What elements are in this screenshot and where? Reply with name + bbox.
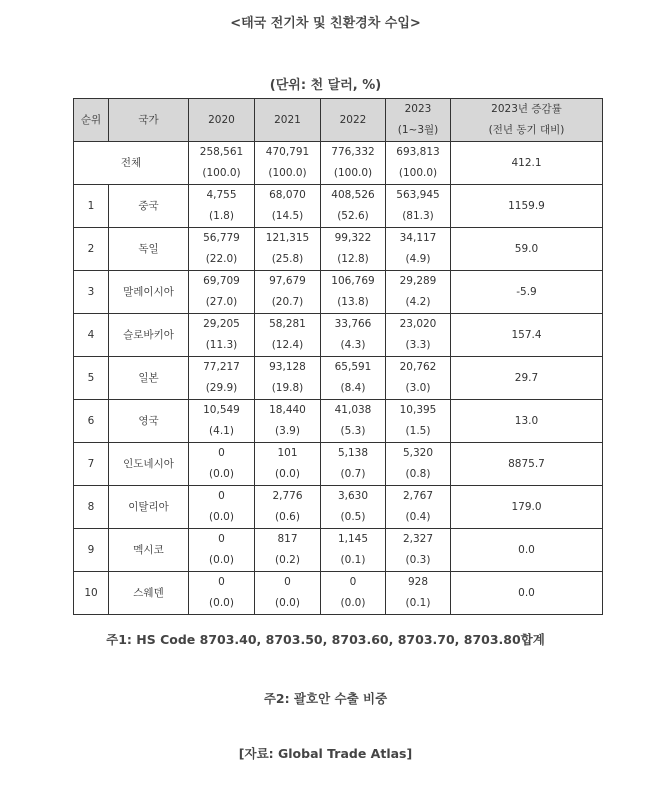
import-value: 408,526 [331,189,375,201]
import-value: 4,755 [206,189,237,201]
import-value: 5,138 [337,447,369,459]
value-cell-2023 [386,271,451,314]
import-value: 99,322 [334,232,372,244]
value-cell-2020 [189,142,255,185]
header-2023 [386,99,451,142]
value-cell-2023 [386,228,451,271]
import-share: (1.5) [405,425,431,437]
import-value: 563,945 [396,189,440,201]
value-cell-2023 [386,357,451,400]
table-row [74,228,603,271]
import-value: 93,128 [269,361,306,373]
import-value: 29,205 [203,318,240,330]
table-row [74,443,603,486]
import-share: (4.9) [405,253,431,265]
import-value: 33,766 [334,318,372,330]
country-cell: 영국 [109,400,189,443]
import-share: (29.9) [205,382,238,394]
header-growth-title: 2023년 증감률 [491,103,562,115]
page-title: <태국 전기차 및 친환경차 수입> [230,16,421,31]
import-share: (3.9) [275,425,300,437]
header-2022: 2022 [321,99,386,142]
import-value: 68,070 [269,189,306,201]
import-share: (25.8) [271,253,304,265]
header-2023-year: 2023 [404,103,432,115]
rank-cell: 6 [74,400,109,443]
country-cell: 말레이시아 [109,271,189,314]
value-cell-2020 [189,486,255,529]
import-value: 2,776 [272,490,303,502]
import-share: (0.2) [275,554,300,566]
rank-cell: 7 [74,443,109,486]
import-value: 817 [277,533,298,545]
import-share: (0.0) [209,511,234,523]
value-cell-2020 [189,228,255,271]
growth-cell: 59.0 [451,228,603,271]
note-hs-code: 주1: HS Code 8703.40, 8703.50, 8703.60, 8703.70, 8703.80합계 [106,632,545,647]
import-value: 20,762 [399,361,437,373]
growth-cell: 412.1 [451,142,603,185]
import-value: 97,679 [269,275,306,287]
import-share: (3.0) [405,382,431,394]
import-value: 258,561 [199,146,244,158]
value-cell-2022 [321,572,386,615]
value-cell-2021 [255,228,321,271]
import-share: (19.8) [271,382,304,394]
import-share: (5.3) [340,425,366,437]
import-value: 2,767 [402,490,434,502]
value-cell-2023 [386,486,451,529]
import-share: (13.8) [337,296,369,308]
source-label: [자료: Global Trade Atlas] [238,746,413,761]
value-cell-2021 [255,400,321,443]
import-value: 106,769 [331,275,375,287]
table-row [74,486,603,529]
import-value: 29,289 [399,275,437,287]
value-cell-2022 [321,529,386,572]
growth-cell: 29.7 [451,357,603,400]
import-share: (0.0) [275,597,300,609]
country-cell: 멕시코 [109,529,189,572]
header-2020: 2020 [189,99,255,142]
value-cell-2020 [189,529,255,572]
value-cell-2021 [255,142,321,185]
import-value: 0 [218,490,225,502]
import-value: 34,117 [399,232,437,244]
growth-cell: 13.0 [451,400,603,443]
import-share: (100.0) [398,167,438,179]
import-share: (8.4) [340,382,366,394]
value-cell-2021 [255,357,321,400]
value-cell-2021 [255,443,321,486]
table-row [74,400,603,443]
import-share: (4.3) [340,339,366,351]
import-value: 65,591 [334,361,372,373]
value-cell-2022 [321,185,386,228]
import-value: 470,791 [265,146,310,158]
import-share: (1.8) [209,210,234,222]
import-value: 3,630 [337,490,369,502]
import-share: (11.3) [205,339,238,351]
header-rank: 순위 [74,99,109,142]
header-growth [451,99,603,142]
import-share: (4.2) [405,296,431,308]
import-share: (0.0) [209,554,234,566]
value-cell-2020 [189,185,255,228]
value-cell-2021 [255,271,321,314]
import-table [73,98,603,615]
import-value: 10,549 [203,404,240,416]
growth-cell: 0.0 [451,529,603,572]
value-cell-2023 [386,529,451,572]
import-value: 776,332 [331,146,375,158]
value-cell-2020 [189,357,255,400]
value-cell-2023 [386,314,451,357]
value-cell-2020 [189,400,255,443]
import-share: (0.5) [340,511,366,523]
country-cell: 전체 [74,142,189,185]
unit-label: (단위: 천 달러, %) [269,78,382,93]
value-cell-2021 [255,486,321,529]
growth-cell: 1159.9 [451,185,603,228]
rank-cell: 3 [74,271,109,314]
import-value: 77,217 [203,361,240,373]
value-cell-2023 [386,572,451,615]
header-2021: 2021 [255,99,321,142]
growth-cell: -5.9 [451,271,603,314]
import-value: 5,320 [402,447,434,459]
import-share: (27.0) [205,296,238,308]
table-row [74,271,603,314]
value-cell-2022 [321,228,386,271]
import-value: 10,395 [399,404,437,416]
import-share: (0.0) [340,597,366,609]
country-cell: 슬로바키아 [109,314,189,357]
rank-cell: 5 [74,357,109,400]
header-growth-sub: (전년 동기 대비) [488,124,565,136]
import-value: 0 [218,447,225,459]
growth-cell: 0.0 [451,572,603,615]
import-share: (0.1) [340,554,366,566]
table-row [74,572,603,615]
import-share: (0.0) [275,468,300,480]
import-value: 693,813 [396,146,440,158]
rank-cell: 8 [74,486,109,529]
table-row [74,529,603,572]
value-cell-2021 [255,314,321,357]
table-row [74,185,603,228]
rank-cell: 2 [74,228,109,271]
value-cell-2022 [321,142,386,185]
value-cell-2022 [321,400,386,443]
import-share: (0.3) [405,554,431,566]
import-share: (0.7) [340,468,366,480]
value-cell-2021 [255,529,321,572]
value-cell-2021 [255,572,321,615]
import-value: 1,145 [337,533,369,545]
rank-cell: 4 [74,314,109,357]
import-share: (20.7) [271,296,304,308]
import-value: 0 [218,576,225,588]
import-share: (4.1) [209,425,234,437]
rank-cell: 1 [74,185,109,228]
growth-cell: 157.4 [451,314,603,357]
note-share: 주2: 괄호안 수출 비중 [263,691,388,706]
country-cell: 인도네시아 [109,443,189,486]
import-share: (22.0) [205,253,238,265]
header-country: 국가 [109,99,189,142]
import-value: 56,779 [203,232,240,244]
value-cell-2020 [189,443,255,486]
import-share: (81.3) [402,210,434,222]
import-share: (14.5) [271,210,304,222]
rank-cell: 10 [74,572,109,615]
value-cell-2022 [321,443,386,486]
value-cell-2023 [386,185,451,228]
import-share: (100.0) [333,167,373,179]
growth-cell: 8875.7 [451,443,603,486]
country-cell: 중국 [109,185,189,228]
import-value: 0 [349,576,357,588]
value-cell-2020 [189,314,255,357]
import-value: 58,281 [269,318,306,330]
import-value: 928 [407,576,429,588]
table-row [74,142,603,185]
import-value: 0 [218,533,225,545]
country-cell: 일본 [109,357,189,400]
import-share: (0.8) [405,468,431,480]
import-share: (0.4) [405,511,431,523]
import-share: (3.3) [405,339,431,351]
value-cell-2021 [255,185,321,228]
import-share: (100.0) [202,167,241,179]
import-value: 121,315 [265,232,310,244]
import-value: 18,440 [269,404,306,416]
country-cell: 이탈리아 [109,486,189,529]
table-row [74,314,603,357]
import-share: (0.0) [209,597,234,609]
table-row [74,357,603,400]
import-value: 41,038 [334,404,372,416]
import-value: 0 [284,576,291,588]
header-row [74,99,603,142]
import-value: 101 [277,447,298,459]
country-cell: 독일 [109,228,189,271]
import-share: (100.0) [268,167,307,179]
rank-cell: 9 [74,529,109,572]
import-share: (0.0) [209,468,234,480]
value-cell-2023 [386,142,451,185]
header-2023-period: (1~3월) [397,124,439,136]
import-value: 69,709 [203,275,240,287]
value-cell-2023 [386,400,451,443]
value-cell-2020 [189,271,255,314]
import-share: (12.8) [337,253,369,265]
value-cell-2023 [386,443,451,486]
value-cell-2022 [321,357,386,400]
value-cell-2022 [321,314,386,357]
import-share: (52.6) [337,210,369,222]
country-cell: 스웨덴 [109,572,189,615]
value-cell-2022 [321,486,386,529]
import-share: (0.1) [405,597,431,609]
value-cell-2020 [189,572,255,615]
import-value: 23,020 [399,318,437,330]
import-share: (0.6) [275,511,300,523]
value-cell-2022 [321,271,386,314]
import-share: (12.4) [271,339,304,351]
growth-cell: 179.0 [451,486,603,529]
import-value: 2,327 [402,533,434,545]
